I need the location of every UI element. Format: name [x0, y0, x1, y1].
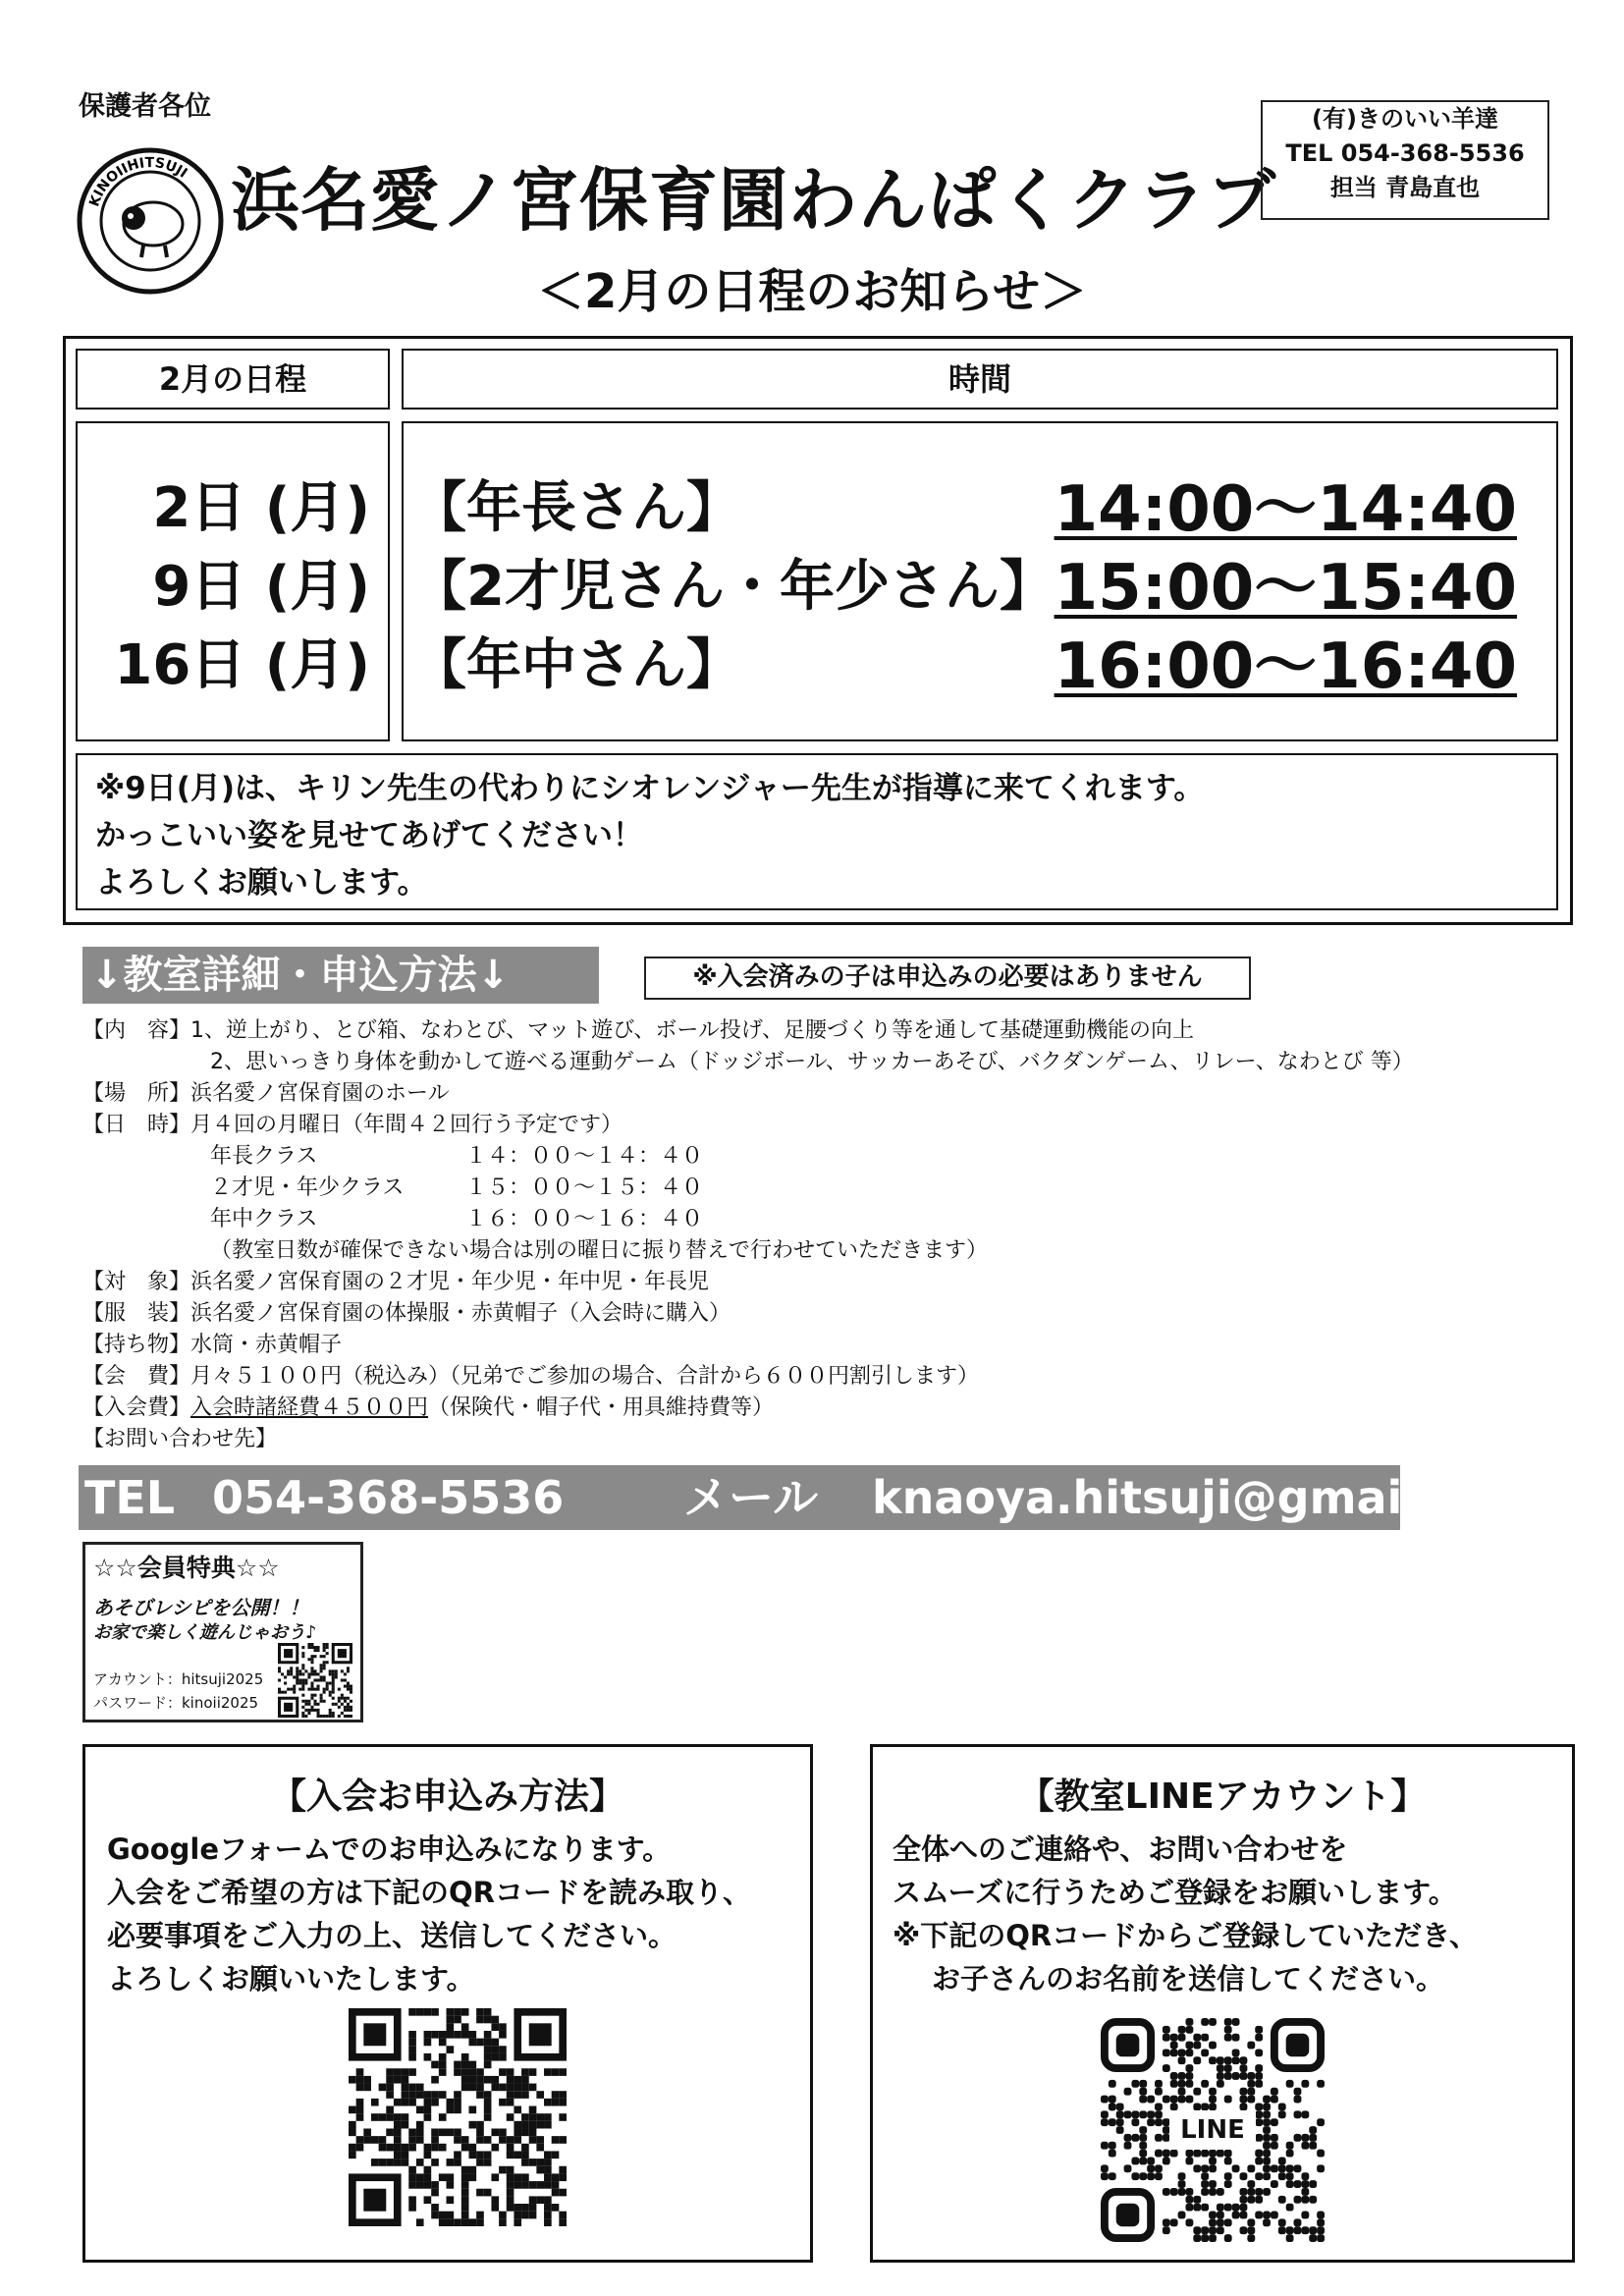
- contact-mail-label: メール: [683, 1471, 819, 1524]
- line-panel-line: スムーズに行うためご登録をお願いします。: [893, 1876, 1457, 1909]
- detail-clothes: [82, 1300, 731, 1328]
- benefit-password: パスワード：kinoii2025: [93, 1694, 259, 1712]
- schedule-note-line: よろしくお願いします。: [95, 865, 428, 901]
- contact-bar: [79, 1465, 1541, 1530]
- detail-value: 浜名愛ノ宮保育園の２才児・年少児・年中児・年長児: [190, 1270, 710, 1294]
- contact-mail[interactable]: knaoya.hitsuji@gmail.com: [872, 1471, 1541, 1524]
- detail-value: 入会時諸経費４５００円: [190, 1395, 429, 1420]
- detail-label: 【対 象】: [82, 1270, 191, 1294]
- detail-value-note: （保険代・帽子代・用具維持費等）: [428, 1395, 775, 1420]
- schedule-header-date-label: 2月の日程: [158, 360, 307, 398]
- detail-value: 月々５１００円（税込み）（兄弟でご参加の場合、合計から６００円割引します）: [190, 1364, 980, 1389]
- apply-qr-code[interactable]: [349, 2008, 567, 2226]
- schedule-time: 14:00～14:40: [1054, 473, 1517, 546]
- class-name: ２才児・年少クラス: [210, 1175, 405, 1200]
- detail-value: 水筒・赤黄帽子: [190, 1333, 343, 1357]
- detail-value: 浜名愛ノ宮保育園のホール: [190, 1081, 450, 1106]
- class-time: １５：００～１５：４０: [465, 1175, 704, 1200]
- apply-panel-line: 必要事項をご入力の上、送信してください。: [107, 1919, 677, 1952]
- datetime-note: （教室日数が確保できない場合は別の曜日に振り替えで行わせていただきます）: [210, 1238, 989, 1263]
- class-time-row: [210, 1206, 703, 1233]
- schedule-time: 16:00～16:40: [1054, 630, 1517, 703]
- class-name: 年長クラス: [210, 1144, 318, 1169]
- page-subtitle: ＜2月の日程のお知らせ＞: [537, 264, 1087, 319]
- line-panel-line: お子さんのお名前を送信してください。: [932, 1962, 1445, 1995]
- detail-value: 月４回の月曜日（年間４２回行う予定です）: [190, 1113, 623, 1137]
- contact-tel-label: TEL: [84, 1471, 176, 1524]
- schedule-date: 2日 (月): [152, 476, 370, 540]
- apply-panel: [82, 1744, 813, 2263]
- detail-contact-label: 【お問い合わせ先】: [82, 1427, 278, 1451]
- detail-label: 【服 装】: [82, 1301, 191, 1326]
- benefit-line: お家で楽しく遊んじゃおう♪: [93, 1622, 317, 1643]
- member-benefit-box: [82, 1542, 363, 1722]
- schedule-time: 15:00～15:40: [1054, 552, 1517, 625]
- detail-datetime: [82, 1112, 623, 1139]
- details-heading: ↓教室詳細・申込方法↓: [82, 947, 599, 1004]
- schedule-class: 【年中さん】: [411, 633, 741, 697]
- class-time: １６：００～１６：４０: [465, 1207, 704, 1231]
- company-person: 担当 青島直也: [1329, 174, 1481, 201]
- line-qr-code[interactable]: [1101, 2018, 1325, 2242]
- detail-label: 【日 時】: [82, 1113, 191, 1137]
- detail-value: 浜名愛ノ宮保育園の体操服・赤黄帽子（入会時に購入）: [190, 1301, 731, 1326]
- detail-label: 【入会費】: [82, 1395, 191, 1420]
- apply-panel-line: Googleフォームでのお申込みになります。: [107, 1832, 672, 1866]
- schedule-class: 【2才児さん・年少さん】: [411, 555, 1055, 619]
- apply-panel-line: よろしくお願いいたします。: [107, 1962, 475, 1995]
- company-name: (有)きのいい羊達: [1312, 105, 1498, 133]
- detail-entry-fee: [82, 1394, 774, 1422]
- schedule-note: [76, 753, 1558, 910]
- line-panel-line: ※下記のQRコードからご登録していただき、: [893, 1919, 1479, 1952]
- contact-tel[interactable]: 054-368-5536: [212, 1471, 565, 1524]
- class-time: １４：００～１４：４０: [465, 1144, 704, 1169]
- benefit-qr-code[interactable]: [278, 1643, 352, 1718]
- benefit-account: アカウント：hitsuji2025: [93, 1670, 264, 1688]
- schedule-date: 9日 (月): [152, 555, 370, 619]
- schedule-note-line: ※9日(月)は、キリン先生の代わりにシオレンジャー先生が指導に来てくれます。: [95, 771, 1205, 806]
- greeting: 保護者各位: [79, 91, 211, 122]
- class-time-row: [210, 1143, 703, 1171]
- detail-label: 【場 所】: [82, 1081, 191, 1106]
- schedule-table: [63, 336, 1573, 925]
- detail-label: 【内 容】: [82, 1018, 191, 1043]
- schedule-class: 【年長さん】: [411, 476, 741, 540]
- schedule-header-date: [76, 349, 390, 410]
- detail-value: 1、逆上がり、とび箱、なわとび、マット遊び、ボール投げ、足腰づくり等を通して基礎運動機能の向上: [190, 1018, 1195, 1043]
- members-note: ※入会済みの子は申込みの必要はありません: [644, 957, 1251, 1000]
- line-panel: [870, 1744, 1575, 2263]
- detail-label: 【持ち物】: [82, 1333, 191, 1357]
- apply-panel-title: 【入会お申込み方法】: [270, 1777, 624, 1817]
- class-time-row: [210, 1175, 703, 1202]
- schedule-header-time-label: 時間: [947, 360, 1011, 398]
- schedule-header-time: [402, 349, 1558, 410]
- schedule-date: 16日 (月): [114, 633, 370, 697]
- schedule-classes-cell: [402, 421, 1558, 741]
- company-info-box: [1261, 100, 1549, 220]
- benefit-title: ☆☆会員特典☆☆: [93, 1554, 280, 1582]
- detail-items: [82, 1332, 342, 1359]
- line-panel-line: 全体へのご連絡や、お問い合わせを: [893, 1832, 1348, 1866]
- detail-fee: [82, 1363, 979, 1391]
- detail-label: 【会 費】: [82, 1364, 191, 1389]
- class-name: 年中クラス: [210, 1207, 318, 1231]
- schedule-dates-cell: [76, 421, 390, 741]
- detail-content-2: 2、思いっきり身体を動かして遊べる運動ゲーム（ドッジボール、サッカーあそび、バクダンゲーム、リレー、なわとび 等）: [210, 1050, 1414, 1074]
- detail-content: [82, 1017, 1194, 1045]
- detail-place: [82, 1080, 450, 1108]
- line-qr-label: LINE: [1169, 2110, 1256, 2150]
- line-panel-title: 【教室LINEアカウント】: [1018, 1777, 1427, 1817]
- logo-text: KINOIIHITSUJI: [86, 154, 190, 209]
- detail-target: [82, 1269, 709, 1296]
- schedule-note-line: かっこいい姿を見せてあげてください！: [95, 818, 643, 853]
- benefit-line: あそびレシピを公開！！: [93, 1596, 309, 1619]
- company-tel: TEL 054-368-5536: [1285, 139, 1525, 167]
- page-title: 浜名愛ノ宮保育園わんぱくクラブ: [231, 160, 1276, 241]
- apply-panel-line: 入会をご希望の方は下記のQRコードを読み取り、: [107, 1876, 751, 1909]
